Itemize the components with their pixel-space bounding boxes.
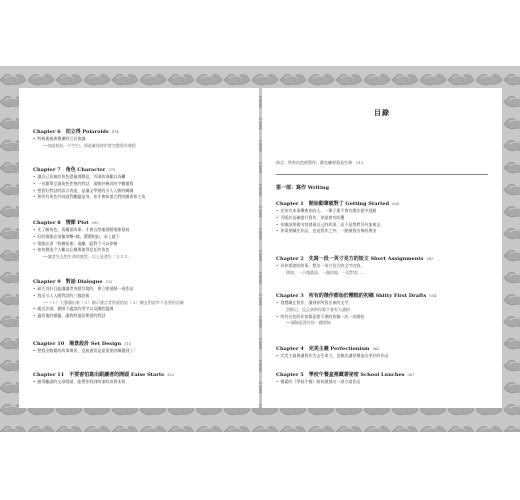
- bullet-icon: •: [276, 300, 279, 305]
- chapter-title: Chapter 3 所有的傑作都始於糟糕的初稿 Shitty First Drafts: [276, 293, 427, 299]
- bullet-icon: •: [276, 221, 279, 227]
- chapter-heading[interactable]: [33, 278, 248, 286]
- toc-chapter-entry[interactable]: [276, 345, 491, 360]
- subitem-text: 一句簡單呈現角色性格的對話，遠勝於幾頁的字數描寫: [37, 180, 134, 186]
- bullet-icon: •: [33, 306, 36, 312]
- subitem-text: 樸素的《學校午餐》如何激發出一部小說作品: [280, 379, 361, 384]
- bullet-icon: •: [33, 247, 36, 253]
- chapter-subitem: [276, 320, 491, 327]
- chapter-heading[interactable]: [33, 128, 248, 136]
- chapter-subitem: [276, 215, 491, 222]
- subitem-text: 想寫好對話的語言表達，是讓文學裡的引人入勝的關鍵: [37, 187, 134, 193]
- subitem-text: 否版於是確提升寫作，你就會有收穫: [280, 214, 345, 220]
- chapter-subitem: [276, 379, 491, 386]
- subitem-text: 親近法則，避開不適當的用字以及陳腔濫調: [37, 306, 114, 312]
- chapter-heading[interactable]: [33, 219, 248, 227]
- chapter-heading[interactable]: [276, 200, 491, 208]
- chapter-subitem: [33, 293, 248, 300]
- bullet-icon: •: [276, 379, 279, 384]
- bullet-icon: •: [33, 174, 36, 179]
- chapter-title: Chapter 11 不要害怕寫出跟讀者的開頭 False Starts: [33, 372, 164, 378]
- chapter-subitem: [276, 270, 491, 277]
- chapter-heading[interactable]: [276, 345, 491, 353]
- bullet-icon: •: [33, 194, 36, 200]
- subitem-text: 情節必須「持續前進」遠離，絕對不可以停頓: [37, 240, 118, 246]
- chapter-heading[interactable]: [33, 371, 248, 379]
- divider: [276, 174, 488, 175]
- bullet-icon: •: [33, 180, 36, 186]
- subitem-text: 缺乏良好且能讓讀者身歷其境的，會立即抵制一部作品: [37, 286, 134, 291]
- bullet-icon: •: [276, 208, 279, 213]
- subitem-text: 所有出色的作家都是從不堪的初稿一次一次開始: [280, 313, 365, 319]
- bullet-icon: •: [33, 240, 36, 246]
- chapter-subitem: [33, 313, 248, 320]
- chapter-heading[interactable]: [33, 340, 248, 348]
- subitem-text: 錯得離譜的文章開頭，能帶你找到故事的真實本質: [37, 379, 126, 384]
- chapter-title: Chapter 1 開始動筆就對了 Getting Started: [276, 201, 390, 207]
- chapter-subitem: [276, 263, 491, 270]
- bullet-icon: •: [33, 187, 36, 193]
- subitem-text: 別擔心，反正到時你都不會有人讀的: [286, 306, 350, 312]
- bullet-icon: •: [276, 228, 279, 234]
- chapter-page-number: 067: [407, 373, 415, 377]
- chapter-title: Chapter 6 拍立得 Polaroids: [33, 129, 109, 135]
- toc-chapter-entry[interactable]: [33, 128, 248, 150]
- chapter-subitem: [33, 286, 248, 293]
- chapter-heading[interactable]: [276, 255, 491, 263]
- chapter-subitem: [276, 307, 491, 314]
- part-heading: 第一部：寫作 Writing: [276, 185, 330, 191]
- subitem-text: 為你要說的故事，想出一英寸見方的文字內容，: [280, 263, 365, 268]
- chapter-subitem: [276, 300, 491, 307]
- subitem-text: 例如，一小塊畫面，一個回憶，一段對話……: [286, 269, 366, 275]
- bullet-icon: •: [33, 313, 36, 319]
- toc-chapter-entry[interactable]: [276, 200, 491, 235]
- preface-page-number: 013: [356, 161, 364, 165]
- chapter-subitem: [276, 353, 491, 360]
- bullet-icon: •: [33, 227, 36, 232]
- left-page: [19, 88, 259, 408]
- chapter-subitem: [33, 136, 248, 143]
- toc-chapter-entry[interactable]: [33, 166, 248, 201]
- toc-chapter-entry[interactable]: [33, 219, 248, 261]
- toc-chapter-entry[interactable]: [33, 371, 248, 386]
- bullet-icon: •: [276, 313, 279, 319]
- chapter-heading[interactable]: [33, 166, 248, 174]
- bullet-icon: •: [33, 286, 36, 291]
- bullet-icon: •: [33, 348, 36, 353]
- chapter-heading[interactable]: [276, 371, 491, 379]
- chapter-subitem: [276, 208, 491, 215]
- right-page: [262, 88, 502, 408]
- subitem-text: 特殊奧運會籌備的冗長會議: [37, 136, 86, 141]
- subitem-text: ──（１）大聲讀出來（２）標示發言者所說的話（３）刪去對話中不必要的註解: [43, 299, 184, 305]
- chapter-title: Chapter 7 角色 Character: [33, 167, 106, 173]
- subitem-text: 和所有角色共同面對難題是身，你才會知道它們的關係和主角: [37, 194, 146, 200]
- subitem-text: 完美主義會讓寫作失去生命力，也無法讓你創造出更好的作品: [280, 353, 389, 358]
- chapter-page-number: 090: [91, 221, 99, 225]
- bullet-icon: •: [33, 292, 36, 298]
- bullet-icon: •: [276, 214, 279, 220]
- chapter-title: Chapter 8 情節 Plot: [33, 220, 89, 226]
- toc-chapter-entry[interactable]: [276, 255, 491, 277]
- chapter-page-number: 074: [111, 130, 119, 134]
- subitem-text: 先了解角色，再構思故事，才會自然地推動情節發展: [37, 227, 130, 232]
- chapter-title: Chapter 10 場景設計 Set Design: [33, 341, 122, 347]
- chapter-page-number: 115: [124, 342, 131, 346]
- bullet-icon: •: [33, 233, 36, 239]
- chapter-subitem: [33, 254, 248, 261]
- toc-chapter-entry[interactable]: [276, 371, 491, 386]
- subitem-text: ──讀稿是寫作的一種開始: [286, 320, 331, 326]
- chapter-page-number: 120: [167, 373, 174, 377]
- toc-chapter-entry[interactable]: [33, 278, 248, 320]
- chapter-title: Chapter 5 學校午餐盒裡藏著祕密 School Lunches: [276, 372, 405, 378]
- preface-text: 前言：所有出色的寫作，都在練習看見生命: [276, 160, 352, 165]
- subitem-text: 如何創造令人難以忘懷與值得信任的角色: [37, 247, 110, 253]
- chapter-title: Chapter 2 先寫一段一英寸見方的短文 Short Assignments: [276, 256, 424, 262]
- chapter-page-number: 102: [105, 280, 113, 284]
- chapter-heading[interactable]: [276, 292, 491, 300]
- chapter-page-number: 079: [108, 168, 116, 172]
- bullet-icon: •: [33, 379, 36, 384]
- chapter-subitem: [33, 174, 248, 181]
- subitem-text: 你應該要從內容發現自己的故事，而不是我們另外加進去: [280, 221, 381, 227]
- chapter-title: Chapter 4 完美主義 Perfectionism: [276, 346, 370, 352]
- chapter-page-number: 054: [429, 294, 437, 298]
- bullet-icon: •: [33, 136, 36, 141]
- chapter-subitem: [33, 194, 248, 201]
- subitem-text: 好的情節必須像拳擊─樣，環環相扣，承上啟下: [37, 233, 120, 239]
- subitem-text: 想寫出輕鬆的故事場景，直接通常是最重要的關鍵到了！: [37, 348, 138, 353]
- chapter-subitem: [276, 228, 491, 235]
- subitem-text: 適切地的標題，讓我們還原期望的對話: [37, 313, 106, 319]
- chapter-page-number: 062: [372, 347, 380, 351]
- chapter-subitem: [33, 181, 248, 188]
- bullet-icon: •: [276, 353, 279, 358]
- subitem-text: 你需要關注作品，也是寫作之外，一點被寫出來的理由: [280, 228, 377, 234]
- subitem-text: 任何有本事鑽進你的人，一輩子都不會有辦法從中逃避: [280, 208, 377, 213]
- subitem-text: ──讀者失去對生命的感受，以上是發生「ＸＸＸ」: [43, 254, 132, 260]
- chapter-subitem: [33, 227, 248, 234]
- chapter-subitem: [33, 143, 248, 150]
- subitem-text: ──如此抵抗一片空白，到此確保使用者完整寫作進程: [43, 142, 136, 148]
- preface-entry: [276, 160, 363, 166]
- subitem-text: 發覺藏在寫作，讀到你所寫出來的文字，: [280, 300, 353, 305]
- page-title: 目錄: [374, 108, 390, 117]
- chapter-page-number: 024: [392, 202, 399, 206]
- subitem-text: 寫出引人入勝對話的三個訣竅: [37, 292, 90, 298]
- chapter-subitem: [33, 348, 248, 355]
- bullet-icon: •: [276, 263, 279, 268]
- toc-chapter-entry[interactable]: [33, 340, 248, 355]
- chapter-page-number: 047: [426, 257, 434, 261]
- subitem-text: 讓自己扮演的角色盡量挑戰這，否則故事難以為繼: [37, 174, 126, 179]
- chapter-title: Chapter 9 對話 Dialogue: [33, 279, 103, 285]
- toc-chapter-entry[interactable]: [276, 292, 491, 327]
- chapter-subitem: [33, 379, 248, 386]
- chapter-subitem: [33, 234, 248, 241]
